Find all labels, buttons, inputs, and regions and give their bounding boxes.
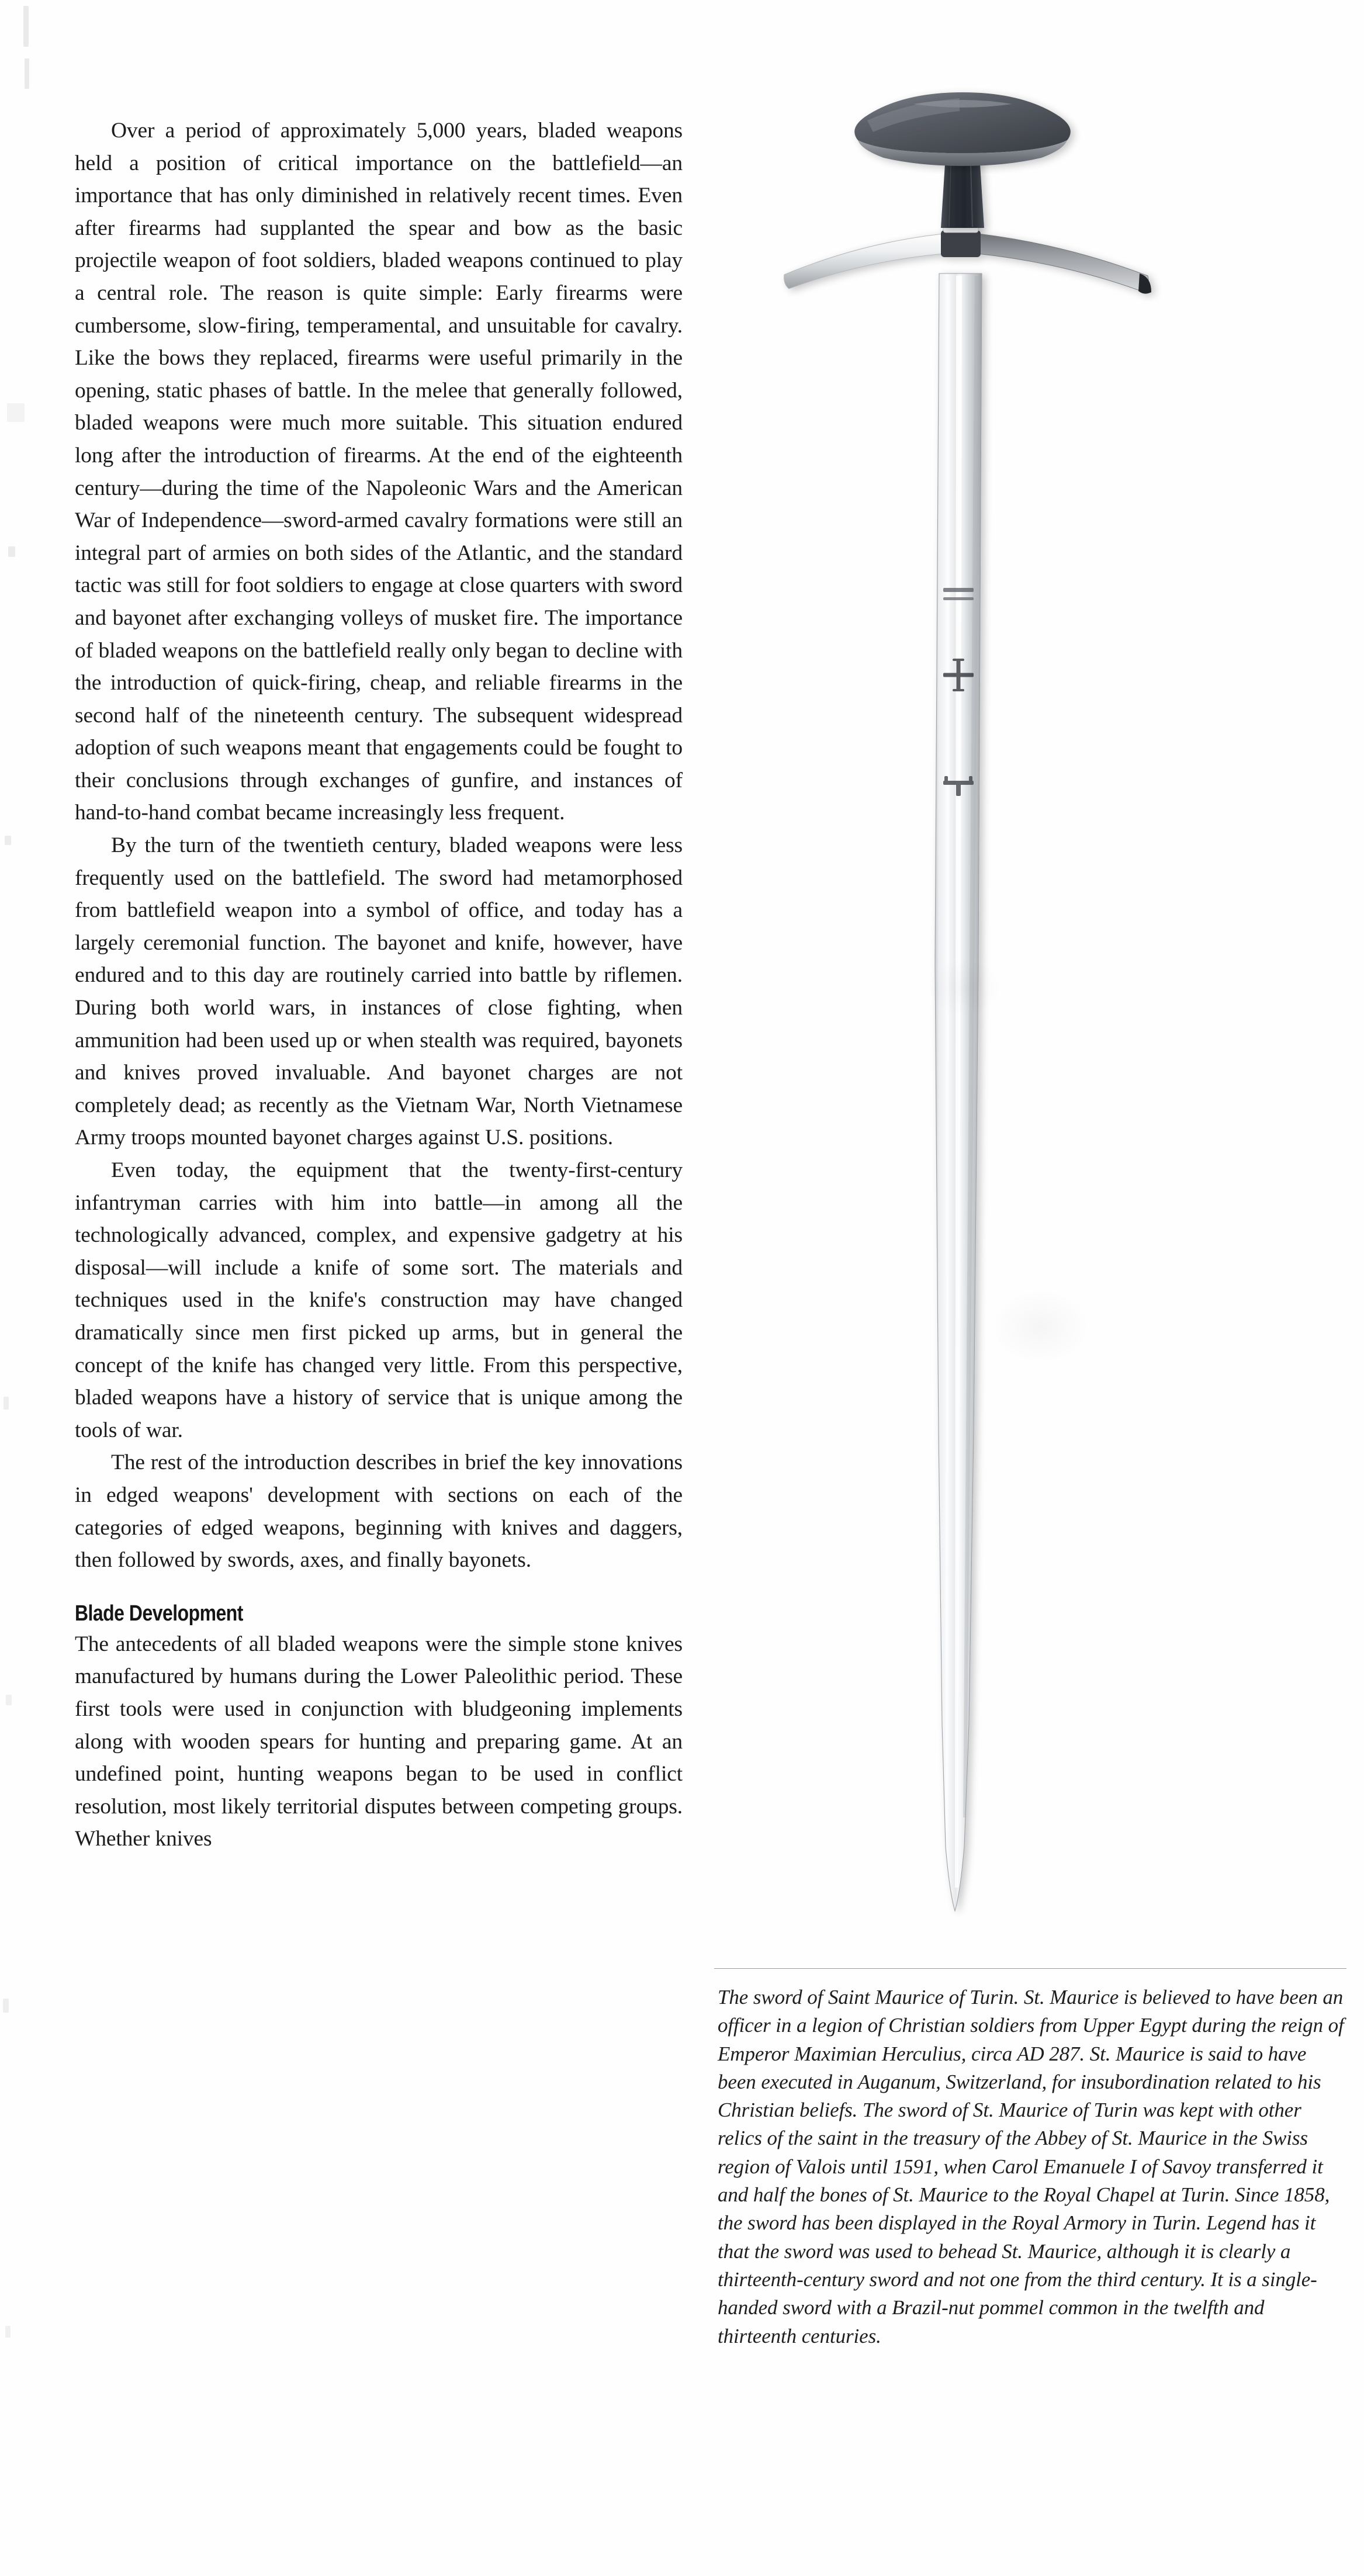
sword-pommel — [854, 92, 1071, 166]
paragraph: The rest of the introduction describes in brief the key innovations in edged weapons' development with sections on each of the categories of edged weapons, beginning with knives and daggers, then followed by swords, axes, and finally bayonets. — [75, 1450, 683, 1573]
paragraph: By the turn of the twentieth century, bladed weapons were less frequently used on the battlefield. The sword had metamorphosed from battlefield weapon into a symbol of office, and today has a largely ceremonial function. The bayonet and knife, however, have endured and to this day are routinely carried into battle by riflemen. During both world wars, in instances of close fighting, when ammunition had been used up or when stealth was required, bayonets and knives proved invaluable. And bayonet charges are not completely dead; as recently as the Vietnam War, North Vietnamese Army troops mounted bayonet charges against U.S. positions. — [75, 833, 683, 1150]
caption-divider — [714, 1968, 1346, 1969]
paragraph: Even today, the equipment that the twenty-first-century infantryman carries with him into battle—in among all the technologically advanced, complex, and expensive gadgetry at his disposal—will include a knife of some sort. The materials and techniques used in the knife's construction may have changed dramatically since men first picked up arms, but in general the concept of the knife has changed very little. From this perspective, bladed weapons have a history of service that is unique among the tools of war. — [75, 1158, 683, 1442]
figure-caption — [718, 1983, 1345, 2350]
scan-artifact-gutter — [0, 0, 35, 2576]
section-heading-blade-development: Blade Development — [75, 1601, 243, 1626]
figure-caption-text: The sword of Saint Maurice of Turin. St. Maurice is believed to have been an officer in a legion of Christian soldiers from Upper Egypt during the reign of Emperor Maximian Herculius, circa AD 287. St. Maurice is said to have been executed in Auganum, Switzerland, for insubordination related to his Christian beliefs. The sword of St. Maurice of Turin was kept with other relics of the saint in the treasury of the Abbey of St. Maurice in the Swiss region of Valois until 1591, when Carol Emanuele I of Savoy transferred it and half the bones of St. Maurice to the Royal Chapel at Turin. Since 1858, the sword has been displayed in the Royal Armory in Turin. Legend has it that the sword was used to behead St. Maurice, although it is clearly a thirteenth-century sword and not one from the third century. It is a single-handed sword with a Brazil-nut pommel common in the twelfth and thirteenth centuries. — [718, 1986, 1344, 2348]
body-text-column — [75, 115, 683, 1855]
paragraph: The antecedents of all bladed weapons were the simple stone knives manufactured by humans during the Lower Paleolithic period. These first tools were used in conjunction with bludgeoning implements along with wooden spears for hunting and preparing game. At an undefined point, hunting weapons began to be used in conflict resolution, most likely territorial disputes between competing groups. Whether knives — [75, 1632, 683, 1851]
sword-photograph — [714, 88, 1345, 1958]
paragraph: Over a period of approximately 5,000 years, bladed weapons held a position of critical importance on the battlefield—an importance that has only diminished in relatively recent times. Even after firearms had supplanted the spear and bow as the basic projectile weapon of foot soldiers, bladed weapons continued to play a central role. The reason is quite simple: Early firearms were cumbersome, slow-firing, temperamental, and unsuitable for cavalry. Like the bows they replaced, firearms were useful primarily in the opening, static phases of battle. In the melee that generally followed, bladed weapons were much more suitable. This situation endured long after the introduction of firearms. At the end of the eighteenth century—during the time of the Napoleonic Wars and the American War of Independence—sword-armed cavalry formations were still an integral part of armies on both sides of the Atlantic, and the standard tactic was still for foot soldiers to engage at close quarters with sword and bayonet after exchanging volleys of musket fire. The importance of bladed weapons on the battlefield really only began to decline with the introduction of quick-firing, cheap, and reliable firearms in the second half of the nineteenth century. The subsequent widespread adoption of such weapons meant that engagements could be fought to their conclusions through exchanges of gunfire, and instances of hand-to-hand combat became increasingly less frequent. — [75, 119, 683, 825]
sword-blade — [935, 273, 982, 1911]
